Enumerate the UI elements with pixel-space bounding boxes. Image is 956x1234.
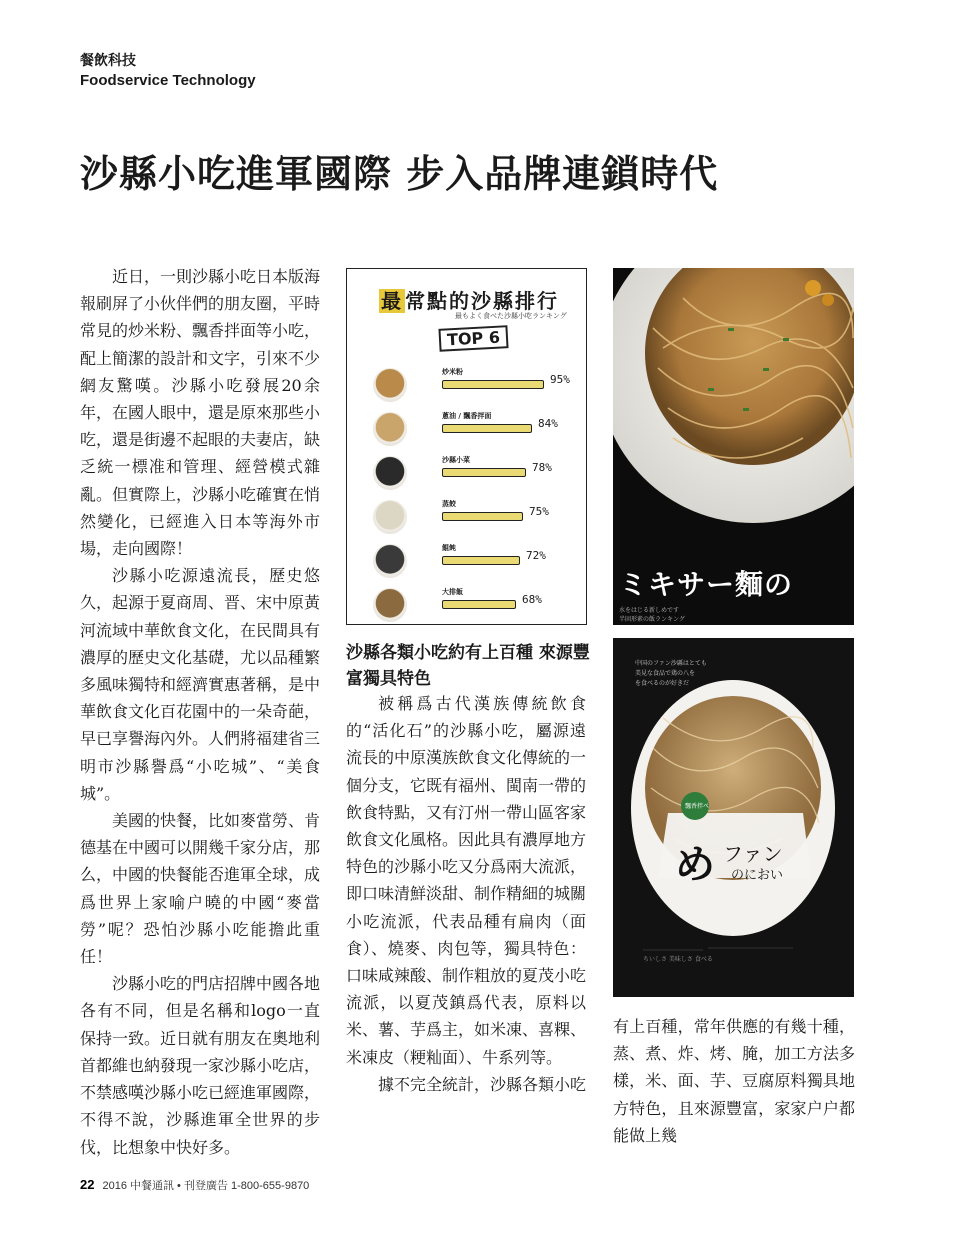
poster-subheading: のにおい	[731, 868, 784, 883]
noodle-dish-illustration	[613, 638, 854, 997]
ranking-item-label: 餛飩	[442, 544, 456, 552]
ranking-percent: 84%	[538, 417, 558, 430]
paragraph: 近日，一則沙縣小吃日本版海報刷屏了小伙伴們的朋友圈，平時常見的炒米粉、飄香拌面等小吃，配上簡潔的設計和文字，引來不少網友驚嘆。沙縣小吃發展20余年，在國人眼中，還是原來那些小吃，還是街邊不起眼的夫妻店，缺乏統一標准和管理、經營模式雜亂。但實際上，沙縣小吃確實在悄然變化，已經進入日本等海外市場，走向國際！	[80, 267, 321, 559]
ranking-percent: 68%	[522, 593, 542, 606]
dish-thumbnail	[373, 500, 407, 534]
ranking-title: 最 常點的沙縣排行	[381, 289, 559, 313]
page-footer	[80, 1177, 309, 1193]
ranking-bar	[442, 424, 532, 433]
ranking-bar	[442, 468, 526, 477]
ranking-bar	[442, 380, 544, 389]
ranking-percent: 95%	[550, 373, 570, 386]
poster-caption: 水をはじる新しめです	[619, 607, 680, 614]
top6-badge: TOP 6	[438, 325, 508, 352]
poster-caption: を食べるのが好きだ	[635, 680, 690, 687]
noodle-poster-image	[613, 268, 854, 625]
paragraph: 被稱爲古代漢族傳統飲食的“活化石”的沙縣小吃，屬源遠流長的中原漢族飲食文化傳統的一個分支，它既有福州、閩南一帶的飲食特點，又有汀州一帶山區客家飲食文化風格。因此具有濃厚地方特色的沙縣小吃又分爲兩大流派，即口味清鮮淡甜、制作精細的城關小吃流派，代表品種有扁肉（面食）、燒麥、肉包等，獨具特色：口味咸辣酸、制作粗放的夏茂小吃流派，以夏茂鎮爲代表，原料以米、薯、芋爲主，如米凍、喜粿、米凍皮（粳籼面）、牛系列等。	[346, 694, 587, 1067]
ranking-percent: 72%	[526, 549, 546, 562]
ranking-infographic	[346, 268, 587, 625]
ranking-item-label: 蒸餃	[442, 500, 456, 508]
dish-thumbnail	[373, 544, 407, 578]
ranking-item	[347, 541, 588, 581]
dish-thumbnail	[373, 368, 407, 402]
page-number: 22	[80, 1177, 95, 1192]
poster-caption: ちいしさ 美味しさ 食べる	[643, 956, 713, 963]
article-column-2	[346, 690, 586, 1098]
dish-thumbnail	[373, 456, 407, 490]
poster-stamp: 飄香拌ぺ	[685, 803, 710, 810]
dish-thumbnail	[373, 588, 407, 622]
section-label-en: Foodservice Technology	[80, 72, 256, 89]
ranking-item	[347, 585, 588, 625]
ranking-item	[347, 365, 588, 405]
paragraph: 有上百種，常年供應的有幾十種，蒸、煮、炸、烤、腌，加工方法多樣，米、面、芋、豆腐原料獨具地方特色，且來源豐富，家家户户都能做上幾	[613, 1017, 855, 1145]
ranking-percent: 78%	[532, 461, 552, 474]
poster-caption: 半固形素の飯ランキング	[619, 616, 685, 623]
ranking-item	[347, 453, 588, 493]
poster-heading: ファン	[723, 842, 783, 866]
article-column-1	[80, 263, 320, 1161]
article-column-3	[613, 1013, 855, 1149]
ranking-item-label: 沙縣小菜	[442, 456, 470, 464]
ranking-subtitle: 最もよく食べた沙縣小吃ランキング	[455, 312, 567, 320]
ranking-item-label: 蔥油 / 飄香拌面	[442, 412, 492, 420]
dish-thumbnail	[373, 412, 407, 446]
paragraph: 沙縣小吃源遠流長，歷史悠久，起源于夏商周、晋、宋中原黃河流域中華飲食文化，在民間具有濃厚的歷史文化基礎，尤以品種繁多風味獨特和經濟實惠著稱，是中華飲食文化百花園中的一朵奇葩，早已享譽海內外。人們將福建省三明市沙縣譽爲“小吃城”、“美食城”。	[80, 566, 321, 803]
footer-text: 2016 中餐通訊 • 刊登廣告 1-800-655-9870	[102, 1180, 310, 1192]
section-heading: 沙縣各類小吃約有上百種 來源豐富獨具特色	[346, 643, 590, 689]
poster-big-glyph: め	[675, 842, 715, 888]
ranking-percent: 75%	[529, 505, 549, 518]
ranking-item-label: 大排飯	[442, 588, 463, 596]
poster-caption: 中国のファン沙縣はとても	[635, 660, 707, 667]
ranking-item	[347, 497, 588, 537]
paragraph: 美國的快餐，比如麥當勞、肯德基在中國可以開幾千家分店，那么，中國的快餐能否進軍全球，成爲世界上家喻户曉的中國“麥當勞”呢？恐怕沙縣小吃能擔此重任！	[80, 811, 321, 967]
poster-brand-text: ミキサー麵の	[619, 568, 794, 601]
ranking-bar	[442, 512, 523, 521]
paragraph: 沙縣小吃的門店招牌中國各地各有不同，但是名稱和logo一直保持一致。近日就有朋友在奧地利首都維也納發現一家沙縣小吃店，不禁感嘆沙縣小吃已經進軍國際，不得不說，沙縣進軍全世界的步伐，比想象中快好多。	[80, 974, 321, 1157]
ranking-bar	[442, 600, 516, 609]
ranking-item-label: 炒米粉	[442, 368, 463, 376]
article-title: 沙縣小吃進軍國際 步入品牌連鎖時代	[80, 152, 719, 196]
section-label-cn: 餐飲科技	[80, 53, 136, 69]
ranking-bar	[442, 556, 520, 565]
poster-caption: 美見な食品で鶏の八を	[635, 670, 696, 677]
ranking-item	[347, 409, 588, 449]
noodle-poster-image-2	[613, 638, 854, 997]
paragraph: 據不完全統計，沙縣各類小吃	[378, 1074, 587, 1094]
